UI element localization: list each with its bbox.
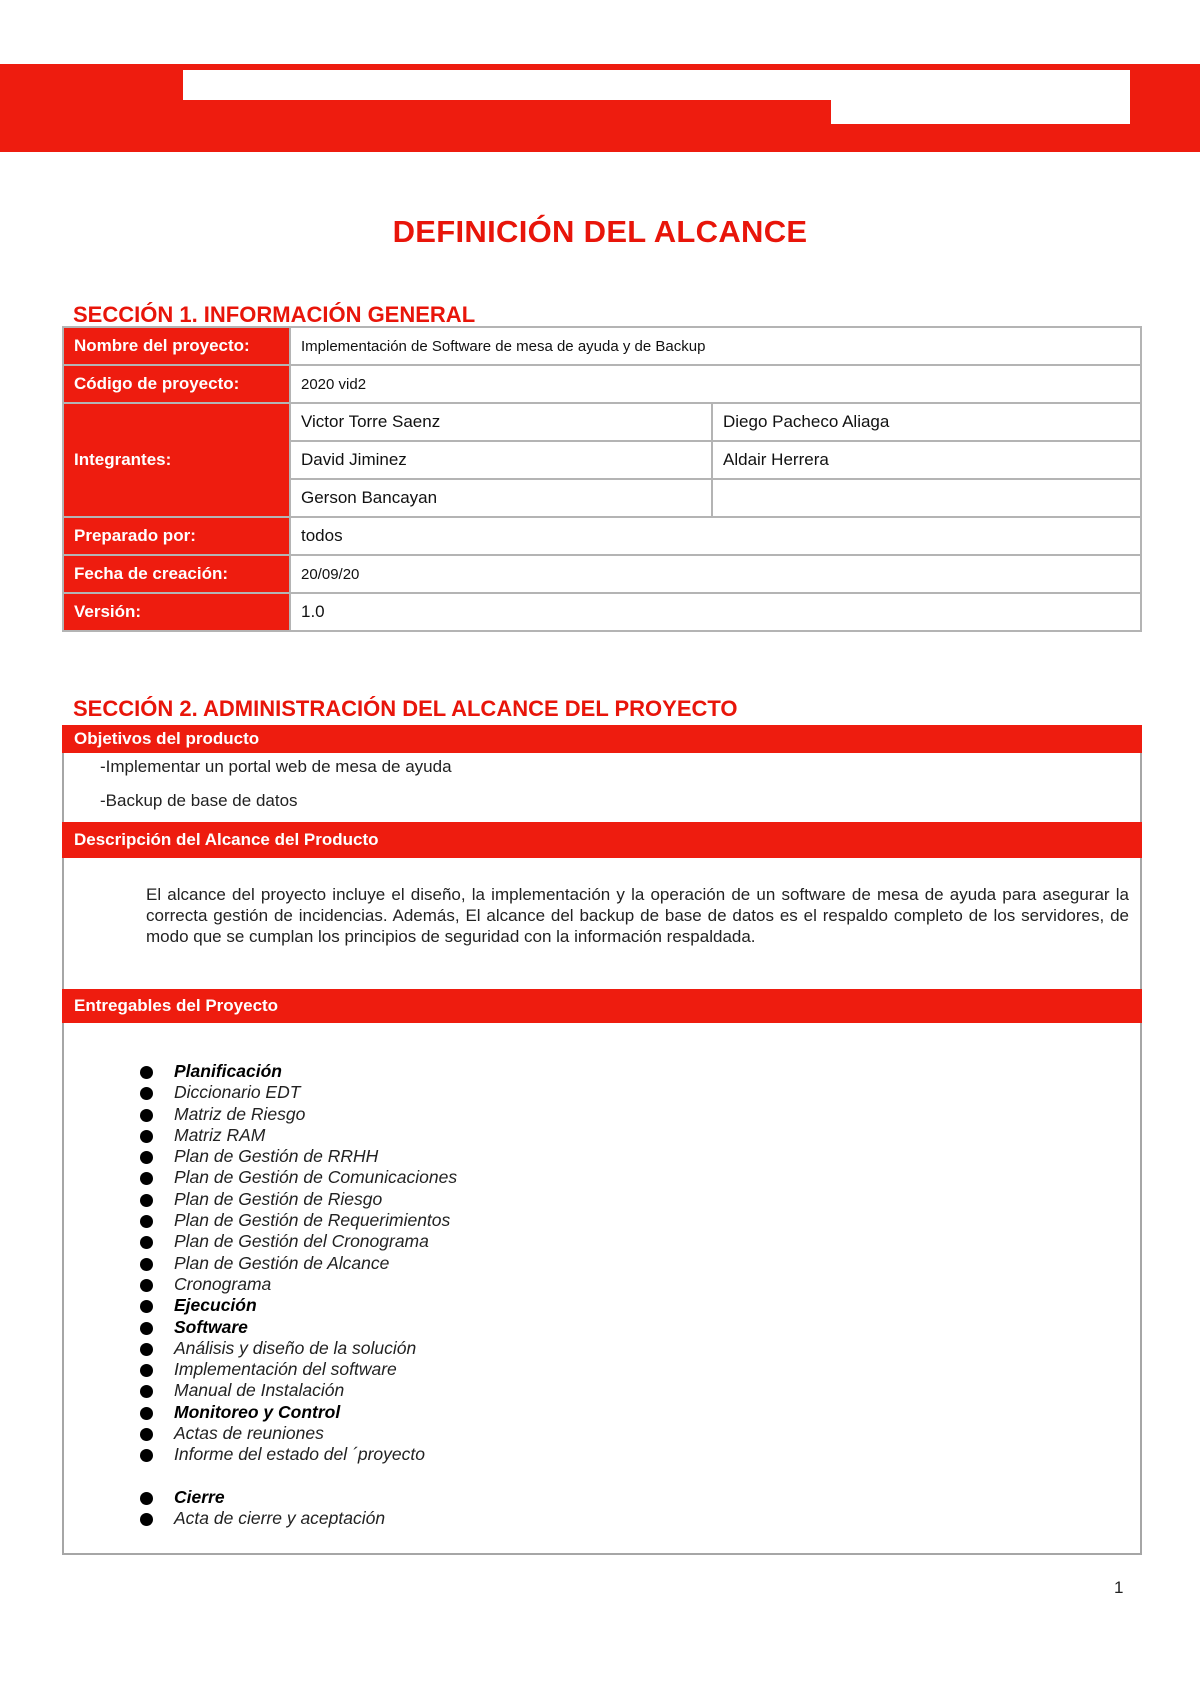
list-item: Plan de Gestión de Riesgo: [137, 1189, 457, 1210]
list-item: Plan de Gestión de Requerimientos: [137, 1210, 457, 1231]
section2-heading: SECCIÓN 2. ADMINISTRACIÓN DEL ALCANCE DEL PROYECTO: [73, 696, 738, 721]
version-label: Versión:: [63, 593, 290, 631]
creation-date-label: Fecha de creación:: [63, 555, 290, 593]
list-item: Plan de Gestión de Comunicaciones: [137, 1167, 457, 1188]
members-label: Integrantes:: [63, 403, 290, 517]
objective-item: -Implementar un portal web de mesa de ayuda: [100, 757, 452, 776]
member-cell: Gerson Bancayan: [290, 479, 712, 517]
deliverables-list: [137, 1061, 457, 1529]
list-item: Acta de cierre y aceptación: [137, 1508, 457, 1529]
list-item: Informe del estado del ´proyecto: [137, 1444, 457, 1465]
list-item: Matriz RAM: [137, 1125, 457, 1146]
member-cell: Victor Torre Saenz: [290, 403, 712, 441]
header-white-block-right: [831, 96, 1130, 124]
project-name-label: Nombre del proyecto:: [63, 327, 290, 365]
list-item: Ejecución: [137, 1295, 457, 1316]
scope-description-header: Descripción del Alcance del Producto: [62, 822, 1142, 858]
project-name-value: Implementación de Software de mesa de ayuda y de Backup: [290, 327, 1141, 365]
list-item: Manual de Instalación: [137, 1380, 457, 1401]
table-row: [63, 365, 1141, 403]
deliverables-header: Entregables del Proyecto: [62, 989, 1142, 1023]
list-item: Implementación del software: [137, 1359, 457, 1380]
table-row: [63, 327, 1141, 365]
prepared-by-label: Preparado por:: [63, 517, 290, 555]
section1-heading: SECCIÓN 1. INFORMACIÓN GENERAL: [73, 302, 476, 327]
objectives-header: Objetivos del producto: [62, 725, 1142, 753]
list-item: Plan de Gestión de Alcance: [137, 1253, 457, 1274]
objective-item: -Backup de base de datos: [100, 791, 298, 810]
general-info-table: [62, 326, 1142, 632]
list-item: Matriz de Riesgo: [137, 1104, 457, 1125]
table-row: [63, 593, 1141, 631]
prepared-by-value: todos: [290, 517, 1141, 555]
list-item: Actas de reuniones: [137, 1423, 457, 1444]
member-cell: Diego Pacheco Aliaga: [712, 403, 1141, 441]
version-value: 1.0: [290, 593, 1141, 631]
document-title: DEFINICIÓN DEL ALCANCE: [392, 214, 808, 249]
member-cell: David Jiminez: [290, 441, 712, 479]
list-item: Cierre: [137, 1487, 457, 1508]
list-item: Planificación: [137, 1061, 457, 1082]
list-item: Plan de Gestión del Cronograma: [137, 1231, 457, 1252]
project-code-label: Código de proyecto:: [63, 365, 290, 403]
creation-date-value: 20/09/20: [290, 555, 1141, 593]
list-item: Plan de Gestión de RRHH: [137, 1146, 457, 1167]
page-number: 1: [1114, 1578, 1124, 1597]
table-row: [63, 403, 1141, 441]
table-row: [63, 555, 1141, 593]
list-item: Diccionario EDT: [137, 1082, 457, 1103]
header-banner: [0, 64, 1200, 152]
member-cell-empty: [712, 479, 1141, 517]
scope-description-text: El alcance del proyecto incluye el diseño, la implementación y la operación de un software de mesa de ayuda para asegurar la correcta gestión de incidencias. Además, El alcance del backup de base de datos es el respaldo completo de los servidores, de modo que se cumplan los principios de seguridad con la información respaldada.: [146, 885, 1129, 946]
list-item: Cronograma: [137, 1274, 457, 1295]
list-item: Monitoreo y Control: [137, 1402, 457, 1423]
project-code-value: 2020 vid2: [290, 365, 1141, 403]
member-cell: Aldair Herrera: [712, 441, 1141, 479]
table-row: [63, 517, 1141, 555]
list-item: Software: [137, 1317, 457, 1338]
list-item: Análisis y diseño de la solución: [137, 1338, 457, 1359]
